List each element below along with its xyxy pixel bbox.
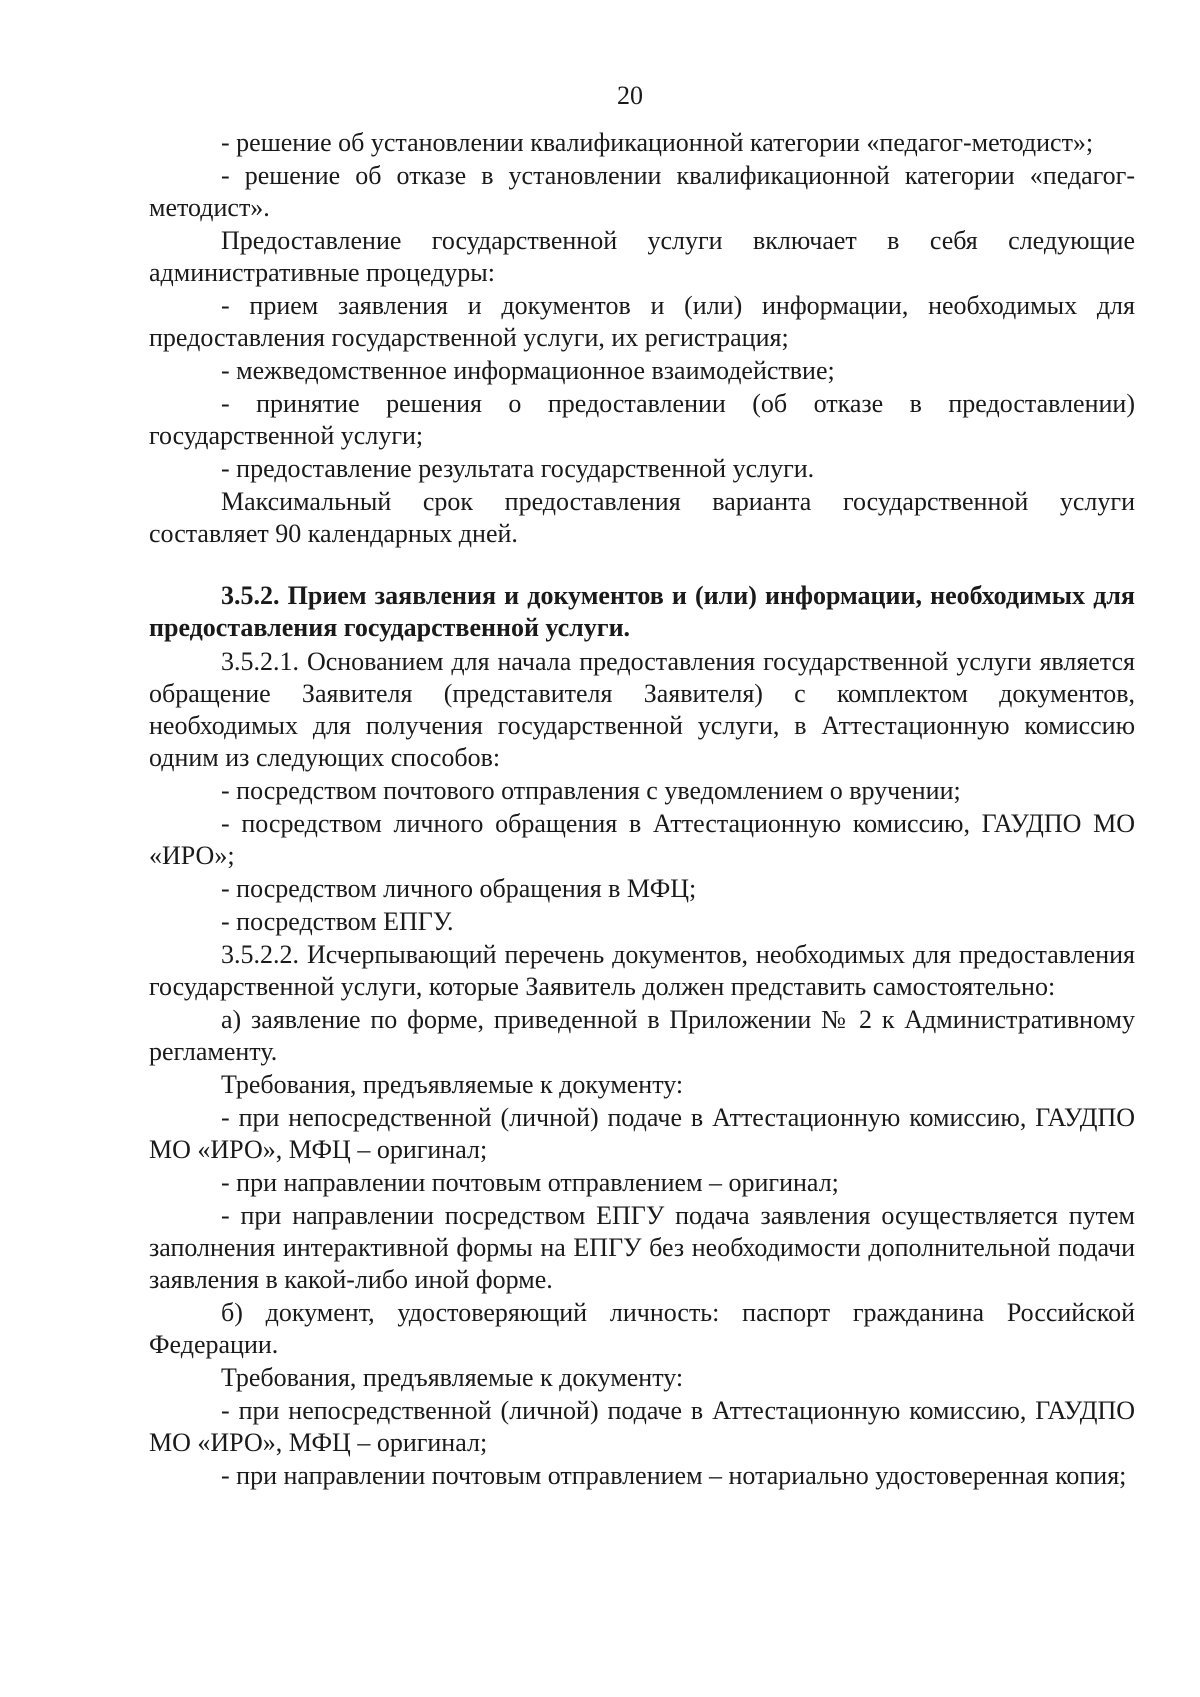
- page-number: 20: [617, 81, 643, 110]
- paragraph: б) документ, удостоверяющий личность: паспорт гражданина Российской Федерации.: [149, 1298, 1135, 1359]
- paragraph: - при направлении почтовым отправлением – оригинал;: [221, 1168, 839, 1197]
- paragraph: - предоставление результата государственной услуги.: [221, 454, 815, 483]
- paragraph: - прием заявления и документов и (или) информации, необходимых для предоставления государственной услуги, их регистрация;: [149, 291, 1135, 352]
- paragraph: - посредством личного обращения в Аттестационную комиссию, ГАУДПО МО «ИРО»;: [149, 809, 1135, 870]
- paragraph: - посредством личного обращения в МФЦ;: [221, 874, 697, 903]
- paragraph: Требования, предъявляемые к документу:: [221, 1363, 684, 1392]
- section-heading: 3.5.2. Прием заявления и документов и (или) информации, необходимых для предоставления государственной услуги.: [149, 581, 1135, 642]
- paragraph: - при направлении посредством ЕПГУ подача заявления осуществляется путем заполнения интерактивной формы на ЕПГУ без необходимости дополнительной подачи заявления в какой-либо иной форме.: [149, 1201, 1135, 1294]
- paragraph: Максимальный срок предоставления варианта государственной услуги составляет 90 календарных дней.: [149, 487, 1135, 548]
- paragraph: - решение об установлении квалификационной категории «педагог-методист»;: [221, 128, 1094, 157]
- paragraph: Требования, предъявляемые к документу:: [221, 1070, 684, 1099]
- paragraph: 3.5.2.2. Исчерпывающий перечень документов, необходимых для предоставления государственной услуги, которые Заявитель должен представить самостоятельно:: [149, 940, 1135, 1001]
- paragraph: - посредством ЕПГУ.: [221, 907, 454, 936]
- paragraph: - решение об отказе в установлении квалификационной категории «педагог-методист».: [149, 161, 1135, 222]
- paragraph: 3.5.2.1. Основанием для начала предоставления государственной услуги является обращение Заявителя (представителя Заявителя) с комплектом документов, необходимых для получения государственной услуги, в Аттестационную комиссию одним из следующих способов:: [149, 647, 1135, 772]
- paragraph: - при непосредственной (личной) подаче в Аттестационную комиссию, ГАУДПО МО «ИРО», МФЦ – оригинал;: [149, 1396, 1135, 1457]
- document-body: [149, 127, 1135, 1493]
- paragraph: - межведомственное информационное взаимодействие;: [221, 356, 835, 385]
- paragraph: Предоставление государственной услуги включает в себя следующие административные процедуры:: [149, 226, 1135, 287]
- paragraph: - посредством почтового отправления с уведомлением о вручении;: [221, 776, 961, 805]
- paragraph: - при направлении почтовым отправлением – нотариально удостоверенная копия;: [221, 1461, 1127, 1490]
- paragraph: - принятие решения о предоставлении (об отказе в предоставлении) государственной услуги;: [149, 389, 1135, 450]
- paragraph: а) заявление по форме, приведенной в Приложении № 2 к Административному регламенту.: [149, 1005, 1135, 1066]
- paragraph: - при непосредственной (личной) подаче в Аттестационную комиссию, ГАУДПО МО «ИРО», МФЦ – оригинал;: [149, 1103, 1135, 1164]
